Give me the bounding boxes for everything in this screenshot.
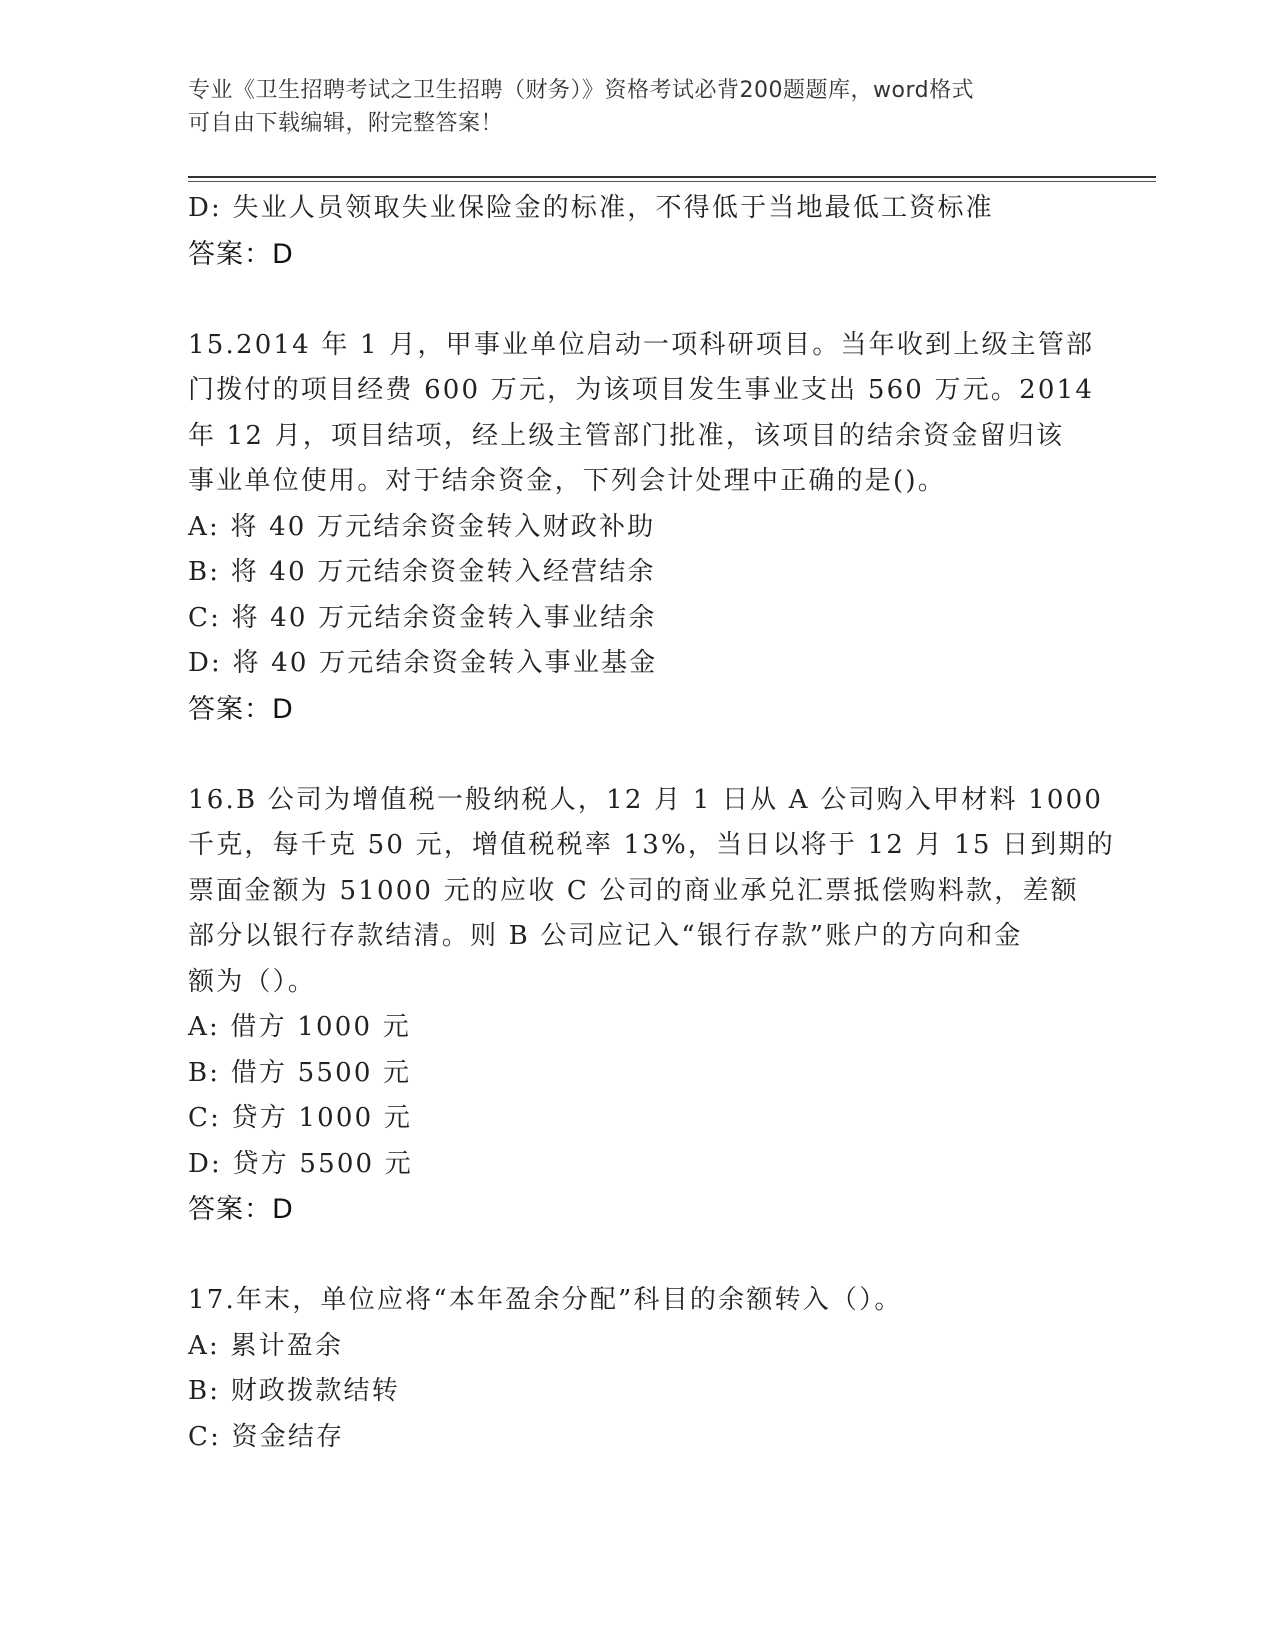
question-14-tail bbox=[188, 186, 1088, 277]
question-stem-line: 部分以银行存款结清。则 B 公司应记入“银行存款”账户的方向和金 bbox=[188, 921, 1023, 951]
header-divider-thick bbox=[188, 176, 1156, 178]
spacer bbox=[188, 1233, 1088, 1279]
header-divider-thin bbox=[188, 181, 1156, 182]
option-b: B: 财政拨款结转 bbox=[188, 1376, 400, 1406]
option-a: A: 累计盈余 bbox=[188, 1330, 344, 1361]
question-stem-line: 千克，每千克 50 元，增值税税率 13%，当日以将于 12 月 15 日到期的 bbox=[188, 830, 1115, 860]
page-header bbox=[188, 74, 1068, 140]
option-a: A: 将 40 万元结余资金转入财政补助 bbox=[188, 511, 656, 542]
question-content bbox=[188, 186, 1115, 1460]
answer-line: 答案：D bbox=[188, 238, 294, 270]
option-b: B: 将 40 万元结余资金转入经营结余 bbox=[188, 557, 656, 587]
header-title-line-1: 专业《卫生招聘考试之卫生招聘（财务）》资格考试必背200题题库，word格式 bbox=[188, 78, 975, 103]
question-17 bbox=[188, 1278, 1088, 1460]
question-stem-line: 16.B 公司为增值税一般纳税人，12 月 1 日从 A 公司购入甲材料 1000 bbox=[188, 784, 1104, 815]
option-d: D: 将 40 万元结余资金转入事业基金 bbox=[188, 648, 658, 678]
option-b: B: 借方 5500 元 bbox=[188, 1057, 412, 1088]
question-stem-line: 门拨付的项目经费 600 万元，为该项目发生事业支出 560 万元。2014 bbox=[188, 375, 1095, 405]
option-a: A: 借方 1000 元 bbox=[188, 1012, 411, 1042]
question-stem-line: 事业单位使用。对于结余资金，下列会计处理中正确的是()。 bbox=[188, 466, 946, 496]
question-stem-line: 额为（）。 bbox=[188, 966, 317, 997]
question-stem-line: 年 12 月，项目结项，经上级主管部门批准，该项目的结余资金留归该 bbox=[188, 420, 1065, 451]
option-d: D: 失业人员领取失业保险金的标准，不得低于当地最低工资标准 bbox=[188, 193, 994, 223]
question-stem-line: 票面金额为 51000 元的应收 C 公司的商业承兑汇票抵偿购料款，差额 bbox=[188, 875, 1079, 906]
spacer bbox=[188, 732, 1088, 778]
answer-line: 答案：D bbox=[188, 693, 294, 725]
option-d: D: 贷方 5500 元 bbox=[188, 1148, 413, 1179]
option-c: C: 资金结存 bbox=[188, 1421, 345, 1452]
option-c: C: 贷方 1000 元 bbox=[188, 1103, 413, 1133]
option-c: C: 将 40 万元结余资金转入事业结余 bbox=[188, 602, 657, 633]
question-stem-line: 17.年末，单位应将“本年盈余分配”科目的余额转入（）。 bbox=[188, 1285, 903, 1315]
spacer bbox=[188, 277, 1088, 323]
header-title-line-2: 可自由下载编辑，附完整答案！ bbox=[188, 111, 504, 136]
answer-line: 答案：D bbox=[188, 1194, 294, 1225]
question-stem-line: 15.2014 年 1 月，甲事业单位启动一项科研项目。当年收到上级主管部 bbox=[188, 329, 1095, 360]
question-15 bbox=[188, 323, 1095, 733]
question-16 bbox=[188, 778, 1115, 1233]
